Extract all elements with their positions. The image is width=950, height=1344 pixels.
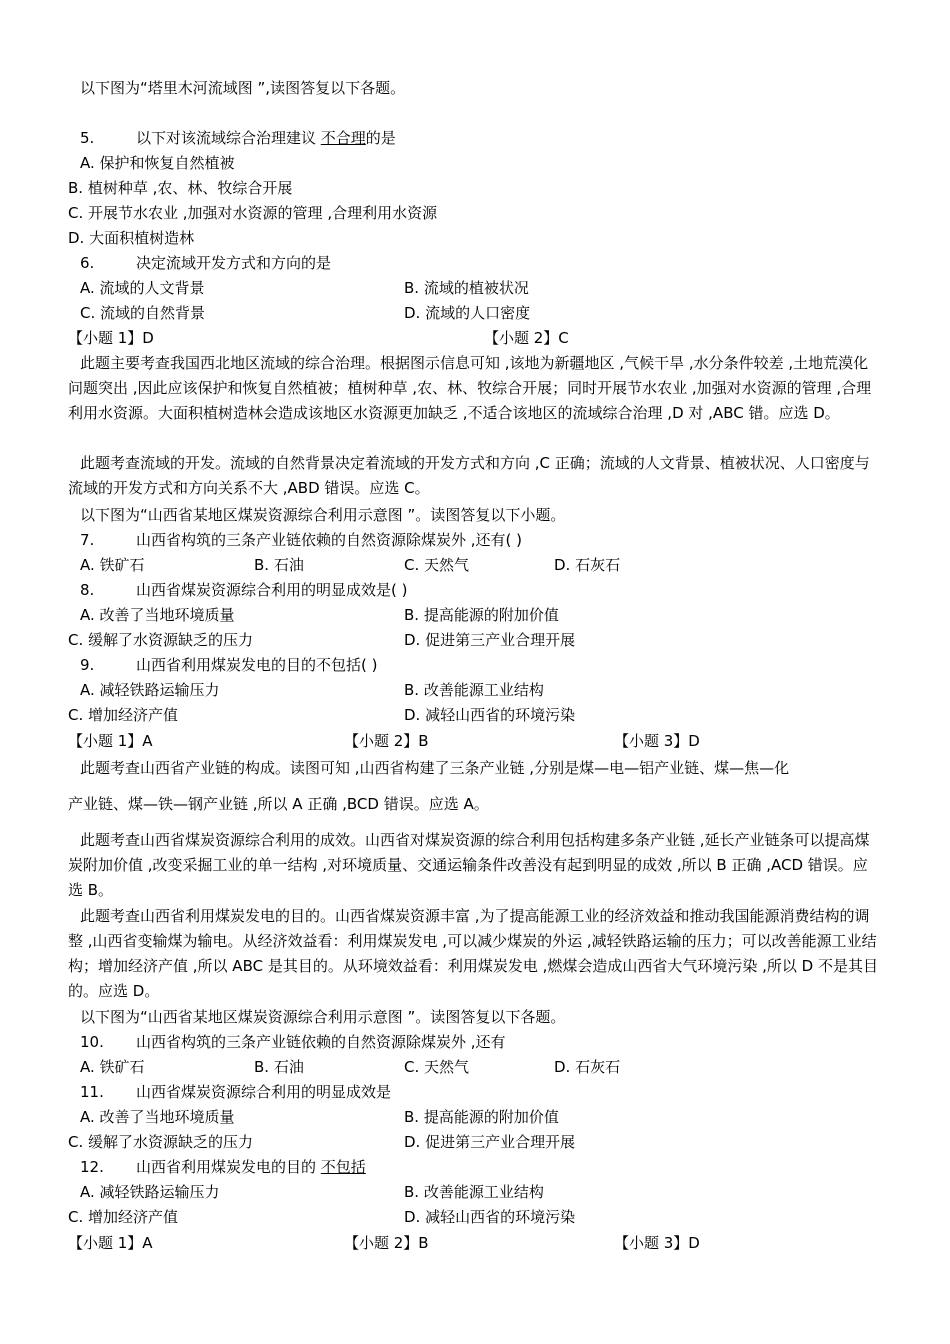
question-number: 5. — [80, 129, 95, 147]
intro-1: 以下图为“塔里木河流域图 ”,读图答复以下各题。 — [80, 79, 406, 97]
question-12 — [80, 1157, 366, 1177]
question-10 — [80, 1032, 506, 1052]
q10-option-d: D. 石灰石 — [554, 1058, 621, 1076]
q9-option-d: D. 减轻山西省的环境污染 — [404, 706, 576, 724]
q9-option-a: A. 减轻铁路运输压力 — [80, 681, 220, 699]
q10-option-a: A. 铁矿石 — [80, 1058, 145, 1076]
q11-option-a: A. 改善了当地环境质量 — [80, 1108, 235, 1126]
question-number: 11. — [80, 1083, 104, 1101]
q9-option-b: B. 改善能源工业结构 — [404, 681, 544, 699]
q6-option-a: A. 流域的人文背景 — [80, 279, 205, 297]
q12-option-a: A. 减轻铁路运输压力 — [80, 1183, 220, 1201]
question-text-end: 的是 — [365, 129, 396, 147]
question-7 — [80, 530, 522, 550]
q8-option-c: C. 缓解了水资源缺乏的压力 — [68, 631, 254, 649]
q7-option-c: C. 天然气 — [404, 556, 470, 574]
question-text: 山西省构筑的三条产业链依赖的自然资源除煤炭外 ,还有 — [136, 1033, 506, 1051]
question-number: 10. — [80, 1033, 104, 1051]
question-6 — [80, 253, 331, 273]
answer-1: 【小题 1】A — [68, 732, 153, 750]
question-emphasis: 不包括 — [320, 1158, 366, 1176]
q5-option-d: D. 大面积植树造林 — [68, 229, 195, 247]
answer-3: 【小题 3】D — [614, 732, 700, 750]
question-number: 9. — [80, 656, 95, 674]
explanation-3: 此题考查山西省利用煤炭发电的目的。山西省煤炭资源丰富 ,为了提高能源工业的经济效益和推动我国能源消费结构的调整 ,山西省变输煤为输电。从经济效益看：利用煤炭发电 ,可以减少煤炭的外运 ,减轻铁路运输的压力；可以改善能源工业结构；增加经济产值 ,所以 ABC 是其目的。从环境效益看：利用煤炭发电 ,燃煤会造成山西省大气环境污染 ,所以 D 不是其目的。应选 D。 — [68, 907, 878, 1000]
q5-option-c: C. 开展节水农业 ,加强对水资源的管理 ,合理利用水资源 — [68, 204, 438, 222]
question-number: 7. — [80, 531, 95, 549]
intro-2: 以下图为“山西省某地区煤炭资源综合利用示意图 ”。读图答复以下小题。 — [80, 506, 566, 524]
explanation-1: 此题主要考查我国西北地区流域的综合治理。根据图示信息可知 ,该地为新疆地区 ,气候干旱 ,水分条件较差 ,土地荒漠化问题突出 ,因此应该保护和恢复自然植被；植树种草 ,农、林、牧综合开展；同时开展节水农业 ,加强对水资源的管理 ,合理利用水资源。大面积植树造林会造成该地区水资源更加缺乏 ,不适合该地区的流域综合治理 ,D 对 ,ABC 错。应选 D。 — [68, 354, 872, 422]
q6-option-d: D. 流域的人口密度 — [404, 304, 531, 322]
question-number: 12. — [80, 1158, 104, 1176]
q9-option-c: C. 增加经济产值 — [68, 706, 179, 724]
question-text: 山西省煤炭资源综合利用的明显成效是 — [136, 1083, 392, 1101]
q12-option-b: B. 改善能源工业结构 — [404, 1183, 544, 1201]
answer-1: 【小题 1】A — [68, 1234, 153, 1252]
q11-option-c: C. 缓解了水资源缺乏的压力 — [68, 1133, 254, 1151]
q7-option-b: B. 石油 — [254, 556, 304, 574]
intro-3: 以下图为“山西省某地区煤炭资源综合利用示意图 ”。读图答复以下各题。 — [80, 1008, 566, 1026]
q12-option-c: C. 增加经济产值 — [68, 1208, 179, 1226]
q7-option-a: A. 铁矿石 — [80, 556, 145, 574]
q10-option-c: C. 天然气 — [404, 1058, 470, 1076]
q12-option-d: D. 减轻山西省的环境污染 — [404, 1208, 576, 1226]
question-text: 山西省利用煤炭发电的目的不包括( ) — [136, 656, 378, 674]
question-text: 决定流域开发方式和方向的是 — [136, 254, 332, 272]
answer-2: 【小题 2】B — [344, 732, 429, 750]
q11-option-b: B. 提高能源的附加价值 — [404, 1108, 559, 1126]
question-text: 山西省利用煤炭发电的目的 — [136, 1158, 321, 1176]
q8-option-b: B. 提高能源的附加价值 — [404, 606, 559, 624]
question-11 — [80, 1082, 391, 1102]
question-number: 8. — [80, 581, 95, 599]
question-8 — [80, 580, 407, 600]
q7-option-d: D. 石灰石 — [554, 556, 621, 574]
answer-2: 【小题 2】B — [344, 1234, 429, 1252]
q5-option-a: A. 保护和恢复自然植被 — [80, 154, 235, 172]
q10-option-b: B. 石油 — [254, 1058, 304, 1076]
q6-option-b: B. 流域的植被状况 — [404, 279, 529, 297]
question-5 — [80, 128, 396, 148]
q6-option-c: C. 流域的自然背景 — [80, 304, 206, 322]
explanation-1-line-2: 产业链、煤—铁—钢产业链 ,所以 A 正确 ,BCD 错误。应选 A。 — [68, 795, 489, 813]
answer-2: 【小题 2】C — [484, 329, 569, 347]
question-text: 山西省煤炭资源综合利用的明显成效是( ) — [136, 581, 408, 599]
question-text: 以下对该流域综合治理建议 — [136, 129, 321, 147]
explanation-1-line-1: 此题考查山西省产业链的构成。读图可知 ,山西省构建了三条产业链 ,分别是煤—电—铝产业链、煤—焦—化 — [80, 759, 790, 777]
q8-option-d: D. 促进第三产业合理开展 — [404, 631, 576, 649]
answer-3: 【小题 3】D — [614, 1234, 700, 1252]
question-9 — [80, 655, 377, 675]
question-text: 山西省构筑的三条产业链依赖的自然资源除煤炭外 ,还有( ) — [136, 531, 523, 549]
question-number: 6. — [80, 254, 95, 272]
q11-option-d: D. 促进第三产业合理开展 — [404, 1133, 576, 1151]
answer-1: 【小题 1】D — [68, 329, 154, 347]
explanation-2: 此题考查流域的开发。流域的自然背景决定着流域的开发方式和方向 ,C 正确；流域的人文背景、植被状况、人口密度与流域的开发方式和方向关系不大 ,ABD 错误。应选 C。 — [68, 454, 870, 497]
explanation-2: 此题考查山西省煤炭资源综合利用的成效。山西省对煤炭资源的综合利用包括构建多条产业链 ,延长产业链条可以提高煤炭附加价值 ,改变采掘工业的单一结构 ,对环境质量、交通运输条件改善没有起到明显的成效 ,所以 B 正确 ,ACD 错误。应选 B。 — [68, 831, 870, 899]
q8-option-a: A. 改善了当地环境质量 — [80, 606, 235, 624]
question-emphasis: 不合理 — [320, 129, 366, 147]
q5-option-b: B. 植树种草 ,农、林、牧综合开展 — [68, 179, 293, 197]
